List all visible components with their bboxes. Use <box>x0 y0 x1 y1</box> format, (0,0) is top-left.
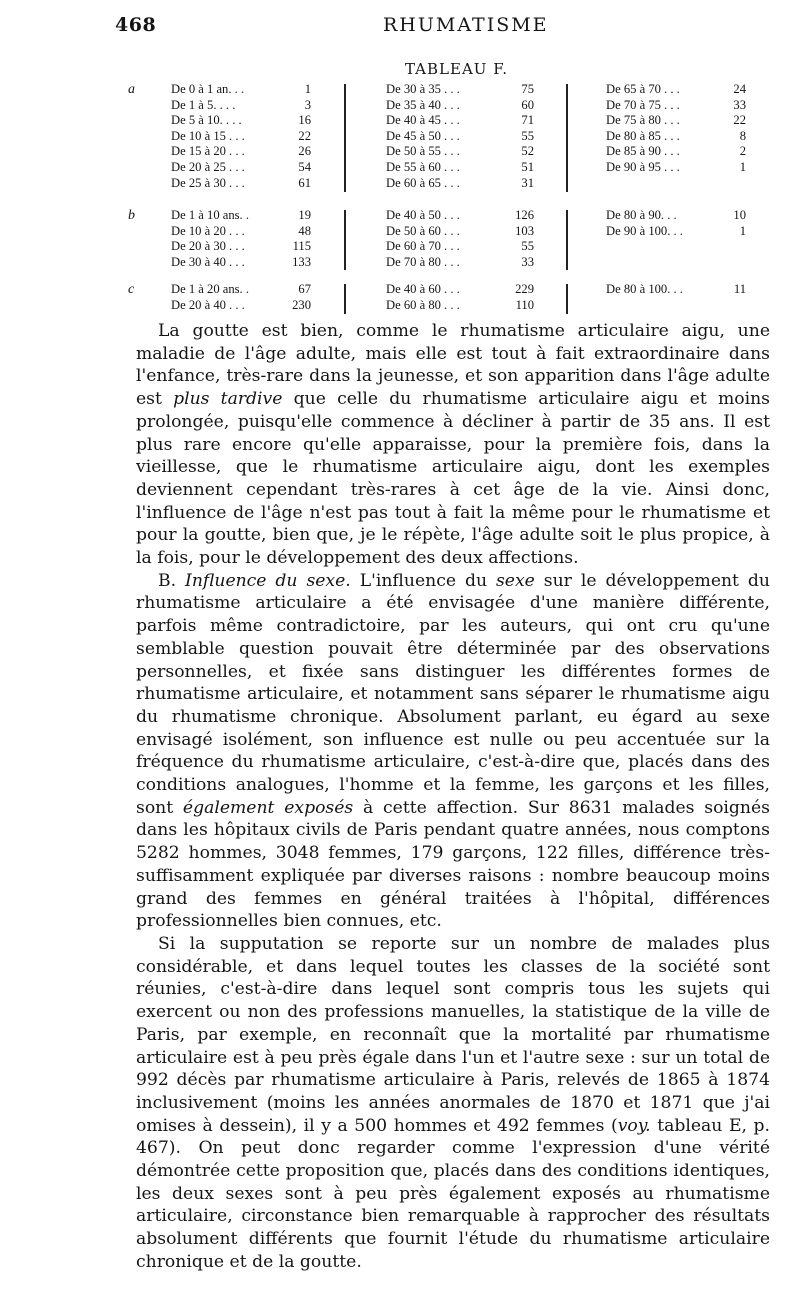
emphasis-text: sexe <box>495 570 535 591</box>
column-rule <box>566 210 568 270</box>
table-group-a <box>128 82 776 194</box>
age-range-label: De 45 à 50 . . . <box>386 128 460 143</box>
running-head <box>115 14 776 44</box>
case-count: 67 <box>298 282 311 296</box>
table-column <box>386 282 534 313</box>
table-column <box>386 82 534 191</box>
table-row <box>171 176 311 192</box>
table-column <box>606 208 746 239</box>
column-rule <box>344 84 346 192</box>
age-range-label: De 50 à 60 . . . <box>386 223 460 238</box>
table-row <box>171 282 311 298</box>
table-row <box>386 176 534 192</box>
age-range-label: De 90 à 100. . . <box>606 223 683 238</box>
table-column <box>171 82 311 191</box>
paragraph-text: Si la supputation se reporte sur un nombre de malades plus considérable, et dans lequel toutes les classes de la société sont réunies, c'est-à-dire dans lequel sont compris tous les sujets qui exercent ou non des professions manuelles, la statistique de la ville de Paris, par exemple, en reconnaît que la mortalité par rhumatisme articulaire est à peu près égale dans l'un et l'autre sexe : sur un total de 992 décès par rhumatisme articulaire à Paris, relevés de 1865 à 1874 inclusivement (moins les années anormales de 1870 et 1871 que j'ai omises à dessein), il y a 500 hommes et 492 femmes ( <box>136 933 770 1136</box>
age-range-label: De 80 à 85 . . . <box>606 128 680 143</box>
page-number: 468 <box>115 14 157 36</box>
case-count: 51 <box>521 159 534 174</box>
table-column <box>171 208 311 270</box>
age-range-label: De 30 à 40 . . . <box>171 254 245 269</box>
table-row <box>386 98 534 114</box>
age-range-label: De 85 à 90 . . . <box>606 144 680 159</box>
case-count: 24 <box>733 82 746 96</box>
case-count: 3 <box>304 97 311 112</box>
case-count: 22 <box>733 113 746 128</box>
age-range-label: De 5 à 10. . . . <box>171 113 242 128</box>
case-count: 133 <box>292 254 311 269</box>
group-letter: b <box>128 208 135 223</box>
table-row <box>606 224 746 240</box>
group-letter: a <box>128 82 135 97</box>
table-column <box>386 208 534 270</box>
paragraph-text: à cette affection. Sur 8631 malades soignés dans les hôpitaux civils de Paris pendant quatre années, nous comptons 5282 hommes, 3048 femmes, 179 garçons, 122 filles, différence très-suffisamment expliquée par diverses raisons : nombre beaucoup moins grand des femmes en général traitées à l'hôpital, différences professionnelles bien connues, etc. <box>136 797 770 932</box>
age-range-label: De 20 à 30 . . . <box>171 239 245 254</box>
column-rule <box>566 284 568 314</box>
case-count: 55 <box>521 239 534 254</box>
age-range-label: De 1 à 20 ans. . <box>171 282 249 296</box>
age-range-label: De 40 à 60 . . . <box>386 282 460 296</box>
section-letter: B. <box>158 570 186 591</box>
case-count: 1 <box>739 159 746 174</box>
paragraph-statistique <box>136 933 770 1274</box>
table-row <box>386 208 534 224</box>
case-count: 11 <box>733 282 746 296</box>
case-count: 1 <box>739 223 746 238</box>
paragraph-age-goutte <box>136 320 770 570</box>
table-column <box>606 82 746 176</box>
age-range-label: De 35 à 40 . . . <box>386 97 460 112</box>
table-row <box>606 208 746 224</box>
age-range-label: De 10 à 15 . . . <box>171 128 245 143</box>
table-row <box>606 98 746 114</box>
age-range-label: De 20 à 40 . . . <box>171 297 245 312</box>
case-count: 71 <box>521 113 534 128</box>
paragraph-text: La goutte est bien, comme le rhumatisme articulaire aigu, une maladie de l'âge adulte, mais elle est tout à fait extraordinaire dans l'enfance, très-rare dans la jeunesse, et son apparition dans l'âge adulte est <box>136 321 770 410</box>
age-range-label: De 40 à 45 . . . <box>386 113 460 128</box>
case-count: 229 <box>515 282 534 296</box>
table-row <box>386 239 534 255</box>
case-count: 55 <box>521 128 534 143</box>
table-row <box>171 129 311 145</box>
age-range-label: De 30 à 35 . . . <box>386 82 460 96</box>
case-count: 2 <box>739 144 746 159</box>
table-row <box>606 160 746 176</box>
table-row <box>171 208 311 224</box>
case-count: 115 <box>292 239 311 254</box>
case-count: 48 <box>298 223 311 238</box>
age-range-label: De 60 à 70 . . . <box>386 239 460 254</box>
column-rule <box>344 284 346 314</box>
age-range-label: De 60 à 65 . . . <box>386 175 460 190</box>
paragraph-text: L'influence du <box>350 570 496 591</box>
table-row <box>171 98 311 114</box>
age-range-label: De 75 à 80 . . . <box>606 113 680 128</box>
age-range-label: De 1 à 10 ans. . <box>171 208 249 222</box>
table-row <box>386 129 534 145</box>
case-count: 33 <box>733 97 746 112</box>
age-range-label: De 70 à 80 . . . <box>386 254 460 269</box>
table-group-b <box>128 208 776 270</box>
age-range-label: De 80 à 100. . . <box>606 282 683 296</box>
case-count: 22 <box>298 128 311 143</box>
case-count: 75 <box>521 82 534 96</box>
emphasis-text: plus tardive <box>173 389 283 410</box>
paragraph-text: tableau E, p. 467). On peut donc regarder comme l'expression d'une vérité démontrée cette proposition que, placés dans des conditions identiques, les deux sexes sont à peu près également exposés au rhumatisme articulaire, circonstance bien remarquable à rapprocher des résultats absolument différents que fournit l'étude du rhumatisme articulaire chronique et de la goutte. <box>136 1115 770 1272</box>
age-range-label: De 55 à 60 . . . <box>386 159 460 174</box>
age-range-label: De 15 à 20 . . . <box>171 144 245 159</box>
case-count: 1 <box>304 82 311 96</box>
paragraph-text: que celle du rhumatisme articulaire aigu et moins prolongée, puisqu'elle commence à décliner à partir de 35 ans. Il est plus rare encore qu'elle apparaisse, pour la première fois, dans la vieillesse, que le rhumatisme articulaire aigu, dont les exemples deviennent cependant très-rares à cet âge de la vie. Ainsi donc, l'influence de l'âge n'est pas tout à fait la même pour le rhumatisme et pour la goutte, bien que, je le répète, l'âge adulte soit le plus propice, à la fois, pour le développement des deux affections. <box>136 389 770 569</box>
body-text <box>136 320 770 1274</box>
age-range-label: De 0 à 1 an. . . <box>171 82 245 96</box>
case-count: 52 <box>521 144 534 159</box>
table-row <box>606 113 746 129</box>
case-count: 60 <box>521 97 534 112</box>
group-letter: c <box>128 282 135 297</box>
case-count: 103 <box>515 223 534 238</box>
table-row <box>386 144 534 160</box>
case-count: 54 <box>298 159 311 174</box>
table-row <box>606 129 746 145</box>
case-count: 61 <box>298 175 311 190</box>
case-count: 230 <box>292 297 311 312</box>
table-row <box>386 255 534 271</box>
table-row <box>171 224 311 240</box>
age-range-label: De 20 à 25 . . . <box>171 159 245 174</box>
table-group-c <box>128 282 776 314</box>
case-count: 16 <box>298 113 311 128</box>
age-range-label: De 70 à 75 . . . <box>606 97 680 112</box>
emphasis-text: également exposés <box>182 797 354 818</box>
table-column <box>606 282 746 298</box>
age-range-label: De 10 à 20 . . . <box>171 223 245 238</box>
age-range-label: De 60 à 80 . . . <box>386 297 460 312</box>
table-row <box>171 82 311 98</box>
age-range-label: De 50 à 55 . . . <box>386 144 460 159</box>
case-count: 33 <box>521 254 534 269</box>
age-range-label: De 1 à 5. . . . <box>171 97 236 112</box>
table-row <box>386 298 534 314</box>
age-range-label: De 25 à 30 . . . <box>171 175 245 190</box>
table-row <box>171 113 311 129</box>
case-count: 26 <box>298 144 311 159</box>
table-row <box>386 282 534 298</box>
column-rule <box>344 210 346 270</box>
age-range-label: De 80 à 90. . . <box>606 208 677 222</box>
table-row <box>606 144 746 160</box>
table-row <box>171 298 311 314</box>
table-row <box>386 160 534 176</box>
table-row <box>386 113 534 129</box>
running-title: RHUMATISME <box>383 14 549 36</box>
age-table <box>128 82 776 314</box>
paragraph-text: sur le développement du rhumatisme articulaire a été envisagée d'une manière différente, parfois même contradictoire, par les auteurs, qui ont cru qu'une semblable question pouvait être déterminée par des observations personnelles, et fixée sans distinguer les différentes formes de rhumatisme articulaire, et notamment sans séparer le rhumatisme aigu du rhumatisme chronique. Absolument parlant, eu égard au sexe envisagé isolément, son influence est nulle ou peu accentuée sur la fréquence du rhumatisme articulaire, c'est-à-dire que, placés dans des conditions analogues, l'homme et la femme, les garçons et les filles, sont <box>136 570 770 818</box>
case-count: 110 <box>515 297 534 312</box>
table-row <box>386 82 534 98</box>
case-count: 126 <box>515 208 534 222</box>
case-count: 8 <box>739 128 746 143</box>
table-row <box>171 255 311 271</box>
table-row <box>171 160 311 176</box>
table-column <box>171 282 311 313</box>
emphasis-text: voy. <box>617 1115 651 1136</box>
table-row <box>171 144 311 160</box>
case-count: 10 <box>733 208 746 222</box>
table-title: TABLEAU F. <box>405 60 509 78</box>
table-row <box>171 239 311 255</box>
case-count: 31 <box>521 175 534 190</box>
section-influence-sexe <box>136 570 770 933</box>
section-title: Influence du sexe. <box>185 570 351 591</box>
column-rule <box>566 84 568 192</box>
case-count: 19 <box>298 208 311 222</box>
table-row <box>606 82 746 98</box>
table-row <box>606 282 746 298</box>
age-range-label: De 40 à 50 . . . <box>386 208 460 222</box>
table-row <box>386 224 534 240</box>
age-range-label: De 65 à 70 . . . <box>606 82 680 96</box>
age-range-label: De 90 à 95 . . . <box>606 159 680 174</box>
